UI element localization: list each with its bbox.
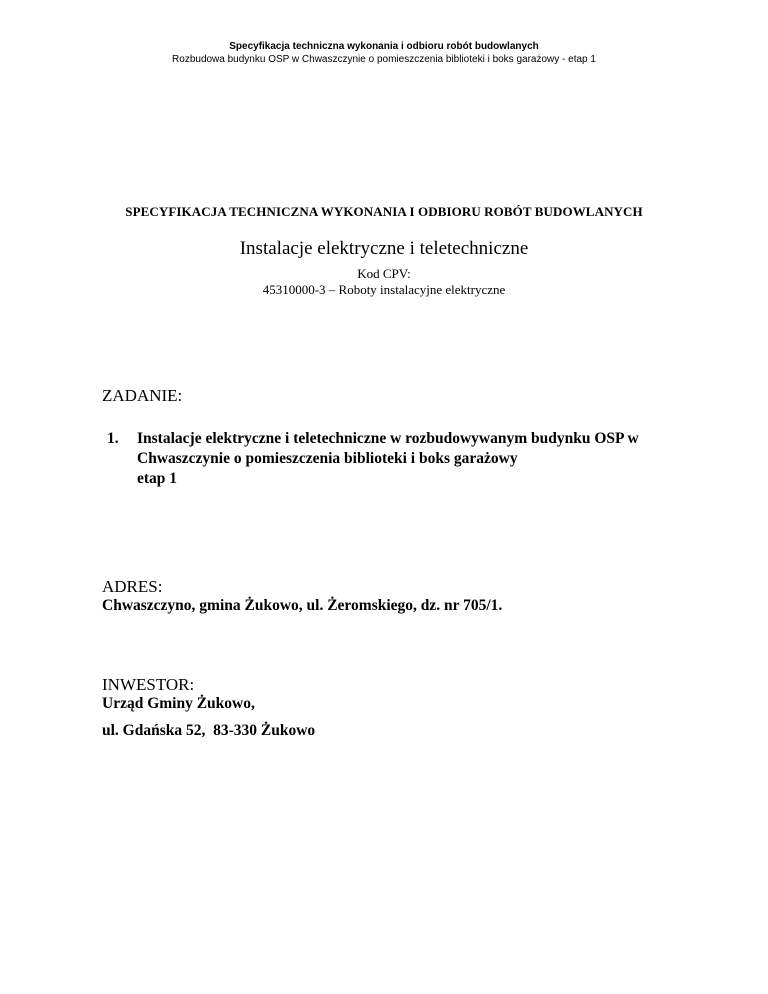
inwestor-address: ul. Gdańska 52, 83-330 Żukowo [102,722,316,739]
running-header [0,40,768,66]
spec-title: SPECYFIKACJA TECHNICZNA WYKONANIA I ODBIORU ROBÓT BUDOWLANYCH [125,204,643,219]
running-header-title: Specyfikacja techniczna wykonania i odbioru robót budowlanych [229,41,539,52]
adres-label: ADRES: [102,577,163,596]
zadanie-label: ZADANIE: [102,386,183,405]
task-item [107,429,727,489]
task-text [137,429,727,489]
cpv-label: Kod CPV: [357,266,411,281]
inwestor-label: INWESTOR: [102,675,195,694]
task-line-1: Instalacje elektryczne i teletechniczne w rozbudowywanym budynku OSP w [137,430,639,447]
task-number: 1. [107,430,119,447]
main-title: Instalacje elektryczne i teletechniczne [239,238,529,259]
inwestor-name: Urząd Gminy Żukowo, [102,695,255,712]
running-header-subtitle: Rozbudowa budynku OSP w Chwaszczynie o pomieszczenia biblioteki i boks garażowy - etap 1 [172,54,596,65]
adres-value: Chwaszczyno, gmina Żukowo, ul. Żeromskiego, dz. nr 705/1. [102,597,503,614]
task-line-3: etap 1 [137,470,178,487]
task-list [107,429,727,489]
task-line-2: Chwaszczynie o pomieszczenia biblioteki i boks garażowy [137,450,518,467]
cpv-value: 45310000-3 – Roboty instalacyjne elektryczne [262,282,506,297]
